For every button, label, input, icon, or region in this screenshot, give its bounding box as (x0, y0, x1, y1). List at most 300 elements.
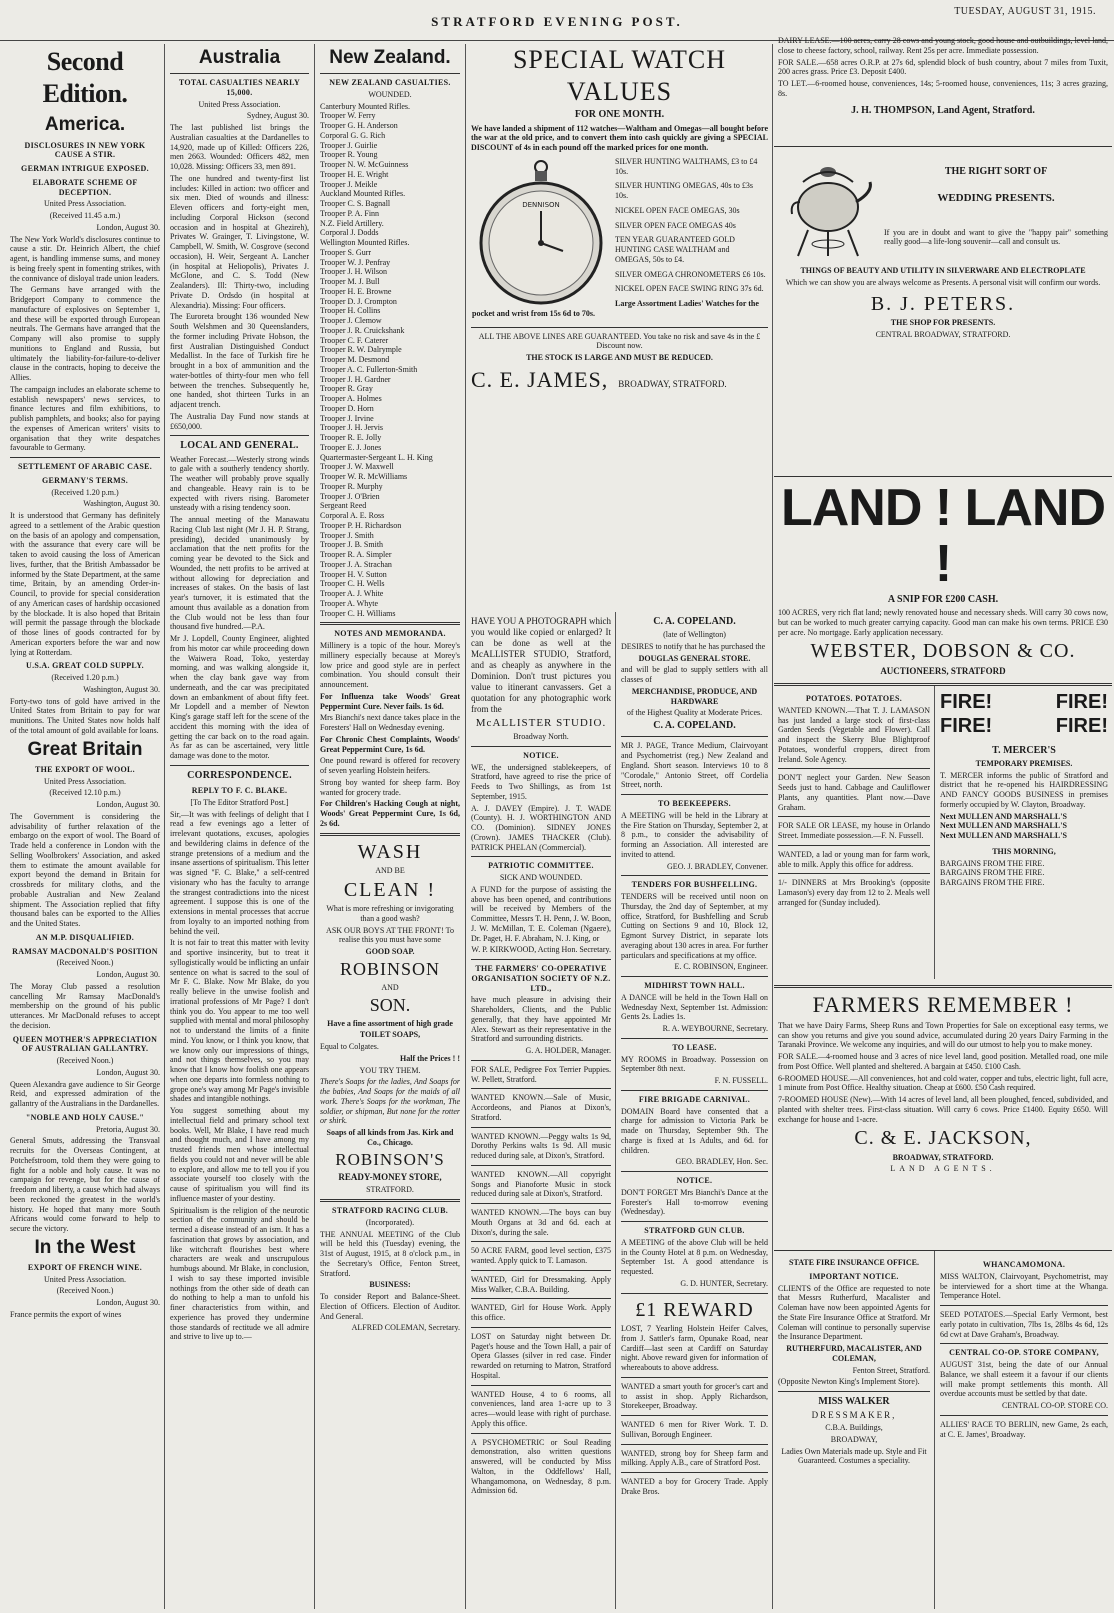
memo-text: For Influenza take Woods' Great Peppermint Cure. Never fails. 1s 6d. (320, 691, 460, 711)
classified-ad: A PSYCHOMETRIC or Soul Reading demonstration, also written questions answered, will be conducted by Miss Walton, in the Oddfellows' Hall, Whangamomona, on Wednesday, 8 p.m. Admission 6d. (471, 1437, 611, 1496)
ad-heading: CLEAN ! (343, 878, 437, 901)
credit: United Press Association. (198, 99, 281, 109)
list-item: Trooper R. E. Jolly (320, 433, 382, 443)
thompson-land-agent-ad (774, 34, 1112, 142)
jackson-farmers-ad (774, 990, 1112, 1250)
article-text: The New York World's disclosures continue to cause a stir. Dr. Heinrich Albert, the chief agent, is handling immense sums, and money is being freely spent in fomenting strikes, with the connivance of disloyal trade union leaders. (10, 234, 160, 283)
ad-heading: LAND ! LAND ! (780, 480, 1106, 593)
divider (774, 1250, 1112, 1252)
list-item: Trooper J. W. Maxwell (320, 462, 394, 472)
notice-text: AUGUST 31st, being the date of our Annual Balance, we shall esteem it a favour if our clients will make prompt settlements this month. All overdue accounts must be settled by that date. (940, 1360, 1108, 1399)
advertiser-address: BROADWAY, (830, 1434, 878, 1444)
ad-heading: THE RIGHT SORT OF (944, 166, 1048, 177)
ad-text: 7-ROOMED HOUSE (New).—With 14 acres of level land, all been ploughed, fenced, subdivided, and planted with shelter trees. First-class situation. Will carry 6 cows. Price £1400. Equity £650. Will exchange for house and 1-acre. (778, 1095, 1108, 1124)
headline: FIRE BRIGADE CARNIVAL. (638, 1094, 751, 1104)
divider (940, 1415, 1108, 1416)
ad-heading: ROBINSON'S (335, 1149, 445, 1169)
divider (471, 327, 768, 328)
whangamomona-ads (936, 1256, 1112, 1609)
dateline: Pretoria, August 30. (96, 1124, 160, 1134)
list-item: Trooper J. R. Cruickshank (320, 325, 405, 335)
list-item: Corporal G. G. Rich (320, 130, 386, 140)
headline: GERMAN INTRIGUE EXPOSED. (21, 164, 149, 174)
list-item: Trooper J. Irvine (320, 413, 374, 423)
classified-ad: WANTED, Girl for Dressmaking. Apply Miss Walker, C.B.A. Building. (471, 1274, 611, 1294)
ad-text: MR J. PAGE, Trance Medium, Clairvoyant and Psychometrist (reg.) New Zealand and England. Short season. Interviews 10 to 8 "Corodale," Antonio Street, off Cordelia Street, north. (621, 741, 768, 790)
notice-text: To consider Report and Balance-Sheet. Election of Officers. Election of Auditor. And General. (320, 1292, 460, 1321)
advertiser-name: McALLISTER STUDIO. (475, 716, 607, 729)
ad-heading: SON. (369, 994, 411, 1015)
advertiser-name: MISS WALKER (818, 1396, 890, 1407)
classified-ad: WANTED KNOWN.—The boys can buy Mouth Organs at 3d and 6d. each at Dixon's, during the sale. (471, 1208, 611, 1237)
classified-ad: 50 ACRE FARM, good level section, £375 wanted. Apply quick to T. Lamason. (471, 1246, 611, 1266)
divider (320, 833, 460, 836)
divider (774, 476, 1112, 478)
classified-ad: 1/- DINNERS at Mrs Brooking's (opposite Lamason's) every day from 12 to 2. Meals well arranged for (Sunday included). (778, 878, 930, 907)
notice-text: TENDERS will be received until noon on Thursday, the 2nd day of September, at my office, Stratford, for Bushfelling and Scrub Cutting on Sections 9 and 10, Block 12, Egmont Survey District, in separate lots averaging about 130 acres in area. For further particulars and specifications at my office. (621, 892, 768, 960)
list-item: SILVER HUNTING OMEGAS, 40s to £3s 10s. (615, 181, 753, 201)
divider (471, 1127, 611, 1128)
ad-heading: FIRE! (1055, 715, 1108, 738)
divider (621, 1415, 768, 1416)
list-item: Trooper J. H. Gardner (320, 374, 391, 384)
headline: IMPORTANT NOTICE. (809, 1271, 899, 1281)
ad-text: GOOD SOAP. (365, 947, 415, 957)
list-item: Large Assortment Ladies' Watches for the pocket and wrist from 15s 6d to 70s. (472, 299, 759, 318)
list-item: Trooper R. A. Simpler (320, 550, 392, 560)
new-zealand-heading: New Zealand. (329, 47, 451, 68)
ad-text: That we have Dairy Farms, Sheep Runs and Town Properties for Sale on exceptional easy terms, we can show you returns and give you sound advice, accumulated during 20 years Dairy Farming in the Taranaki Province. We welcome any inquiries, and will do our utmost to help you to make money. (778, 1020, 1108, 1050)
column-classifieds-left (467, 614, 615, 1609)
divider (170, 765, 309, 766)
subheading: SICK AND WOUNDED. (499, 873, 583, 883)
divider (774, 146, 1112, 148)
notice-text: DOMAIN Board have consented that a charge for admission to Victoria Park be made on Thursday, September 9th. The charge is fixed at 1s Adults, and 6d. for children. (621, 1106, 768, 1155)
divider (774, 683, 1112, 686)
headline: TO LEASE. (672, 1042, 717, 1052)
headline: QUEEN MOTHER'S APPRECIATION OF AUSTRALIAN GALLANTRY. (12, 1034, 158, 1054)
list-item: Trooper D. J. Crompton (320, 296, 397, 306)
advertiser-name: T. MERCER'S (992, 744, 1056, 756)
ad-text: ALL THE ABOVE LINES ARE GUARANTEED. You take no risk and save 4s in the £ Discount now. (478, 331, 761, 351)
subheading: (Incorporated). (365, 1217, 415, 1227)
credit: United Press Association. (44, 776, 126, 786)
list-item: Trooper H. E. Wright (320, 169, 389, 179)
list-item: Trooper M. Desmond (320, 355, 390, 365)
list-item: TEN YEAR GUARANTEED GOLD HUNTING CASE WALTHAM and OMEGAS, 50s to £4. (615, 235, 735, 264)
divider (471, 856, 611, 857)
classified-ad: WANTED, a lad or young man for farm work, able to milk. Apply this office for address. (778, 849, 930, 869)
received-time: (Received 12.10 p.m.) (49, 788, 121, 798)
ad-text: YOU TRY THEM. (359, 1065, 421, 1075)
ad-text: ASK OUR BOYS AT THE FRONT! To realise this you must have some (326, 925, 454, 945)
received-time: (Received 1.20 p.m.) (51, 487, 119, 497)
ad-heading: WASH (357, 840, 423, 863)
headline: CENTRAL CO-OP. STORE COMPANY, (949, 1348, 1099, 1358)
received-time: (Received Noon.) (56, 1286, 114, 1296)
headline: MIDHIRST TOWN HALL. (644, 981, 745, 991)
list-item: Trooper C. F. Caterer (320, 335, 389, 345)
list-item: Trooper J. A. Strachan (320, 559, 392, 569)
divider (170, 73, 309, 74)
ad-text: BARGAINS FROM THE FIRE. (940, 878, 1045, 888)
signature: RUTHERFURD, MACALISTER, AND COLEMAN, (786, 1344, 922, 1363)
list-item: NICKEL OPEN FACE OMEGAS, 30s (615, 205, 740, 215)
list-item: Trooper D. Horn (320, 403, 374, 413)
ad-heading: FARMERS REMEMBER ! (812, 992, 1074, 1017)
list-item: Trooper R. Young (320, 150, 378, 160)
advertiser-name: C. A. COPELAND. (653, 616, 736, 627)
column-rule (314, 44, 315, 1609)
headline: TO BEEKEEPERS. (658, 799, 731, 809)
list-item: Canterbury Mounted Rifles. (320, 101, 410, 111)
article-text: The Moray Club passed a resolution cancelling Mr Ramsay MacDonald's membership on the ground of his public utterances. Mr MacDonald refuses to accept the decision. (10, 981, 160, 1030)
list-item: Trooper J. Meikle (320, 179, 378, 189)
peters-wedding-presents-ad (774, 152, 1112, 472)
list-item: Trooper H. Collins (320, 306, 381, 316)
divider (320, 73, 460, 74)
signature: G. A. HOLDER, Manager. (525, 1046, 611, 1056)
divider (778, 816, 930, 817)
memo-text: Millinery is a topic of the hour. Morey's millinery especially because at Morey's low price and good style are in perfect combination. You should consult their announcement. (320, 641, 460, 690)
headline: TOTAL CASUALTIES NEARLY 15,000. (178, 78, 301, 97)
ad-text: Half the Prices ! ! (400, 1053, 460, 1063)
letter-text: You suggest something about my intellectual field and primary school text books. Well, Mr Blake, I have read much and thought much, and I have among my trusted friends men whose intellectual fields you could not and never will be able to explore, and allow me to tell you if you associate yourself too closely with the cause of spiritualism you will find its influence master of your destiny. (170, 1106, 309, 1203)
ad-heading: £1 REWARD (635, 1298, 754, 1321)
ad-text: Equal to Colgates. (320, 1042, 379, 1052)
ad-text: DOUGLAS GENERAL STORE. (638, 653, 751, 663)
headline: RAMSAY MACDONALD'S POSITION (12, 946, 158, 956)
divider (471, 746, 611, 747)
headline: STRATFORD GUN CLUB. (644, 1226, 745, 1236)
ad-heading: WEDDING PRESENTS. (937, 192, 1055, 205)
divider (471, 1241, 611, 1242)
article-text: The Euroreta brought 136 wounded New South Welshmen and 30 Queenslanders, the former including Private Hobson, the first Australian Distinguished Conduct Medallist. In the face of Turkish fire he brought in a box of ammunition and the water-bottles of thirty-four men who fell between the trenches. Subsequently he, one handed, shot thirteen Turks in an adjacent trench. (170, 312, 309, 410)
dateline: Washington, August 30. (83, 499, 160, 509)
signature: CENTRAL CO-OP. STORE CO. (1001, 1401, 1108, 1410)
ad-text: 100 ACRES, very rich flat land; newly renovated house and necessary sheds. Will carry 30 cows now, but can be worked to much greater carrying capacity. Good man can make his own terms. PRICE £30 per acre. No mortgage. Early application necessary. (778, 608, 1108, 637)
list-item: Trooper S. Gurr (320, 247, 372, 257)
article-text: Mr J. Lopdell, County Engineer, alighted from his motor car while proceeding down the Waiwera Road, Toko, yesterday morning, and was walking alongside it, when the clay bank gave way from underneath, and the car was precipitated down an embankment of about fifty feet. Mr Lopdell and a member of Newton King's garage staff left for the scene of the accident this morning with the idea of getting the car back on to the road again. As far as can be ascertained, very little damage was done to the motor. (170, 634, 309, 761)
ad-text: HAVE YOU A PHOTOGRAPH which you would like copied or enlarged? It can be done as well at the McALLISTER STUDIO, Stratford, and as cheaply as anywhere in the Dominion. Don't trust pictures you value to itinerant canvassers. Get a quotation for any photographic work from the (471, 616, 611, 714)
article-text: The annual meeting of the Manawatu Racing Club last night (Mr J. H. P. Strang, presiding), decided unanimously by acclamation that the nett profits for the coming year be devoted to the Sick and Wounded, the nett profits to be arrived at without allowing for depreciation and increases of stakes. On the basis of last year's turnover, it is estimated that the amount thus available as a donation from the Club would not be less than four thousand five hundred.—P.A. (170, 515, 309, 632)
ad-text: READY-MONEY STORE, (338, 1172, 442, 1183)
list-item: Trooper G. H. Anderson (320, 121, 398, 131)
list-item: Trooper A. Whyte (320, 598, 378, 608)
divider (10, 457, 160, 458)
ad-text: MERCHANDISE, PRODUCE, AND HARDWARE (631, 686, 758, 706)
divider (471, 1270, 611, 1271)
advertiser-name: B. J. PETERS. (870, 292, 1016, 315)
ad-text: DAIRY LEASE.—100 acres, carry 28 cows and young stock, good house and outbuildings, level land, close to cheese factory, school, railway. Rent 25s per acre. Immediate possession. (778, 36, 1108, 55)
webster-dobson-land-ad (774, 480, 1112, 680)
ad-text: TOILET SOAPS, (359, 1030, 421, 1040)
divider (471, 1203, 611, 1204)
column-rule (934, 685, 935, 979)
robinson-soap-ad (320, 840, 460, 1195)
headline: "NOBLE AND HOLY CAUSE." (25, 1112, 145, 1122)
divider (471, 959, 611, 960)
divider (621, 794, 768, 795)
divider (940, 1305, 1108, 1306)
ad-text: AUCTIONEERS, STRATFORD (880, 665, 1006, 676)
notice-text: MY ROOMS in Broadway. Possession on September 8th next. (621, 1054, 768, 1074)
ad-text: and will be glad to supply settlers with all classes of (621, 665, 768, 685)
list-item: Trooper J. Guirlie (320, 140, 378, 150)
received-time: (Received 11.45 a.m.) (49, 211, 121, 221)
headline: NEW ZEALAND CASUALTIES. (329, 78, 451, 88)
ad-text: AND (381, 982, 399, 992)
article-text: Weather Forecast.—Westerly strong winds to gale with a southerly tendency shortly. The weather will probably prove squally and changeable. Heavy rain is to be expected with rivers rising. Barometer unsteady with a rising tendency soon. (170, 454, 309, 513)
list-item: N.Z. Field Artillery. (320, 218, 384, 228)
watch-values-ad (467, 44, 772, 610)
headline: STRATFORD RACING CLUB. (331, 1206, 449, 1216)
article-text: The Germans have arranged with the Bridgeport Company to commence the manufacture of explosives on September 1, and these will be exported through European neutrals. The Germans have arranged that the Company will also promise to supply munitions to England and Russia, but ultimately the liability-for-failure-to-deliver clause in the contracts, hoping to deceive the Allies. (10, 285, 160, 383)
advertiser-address: BROADWAY, STRATFORD. (618, 378, 727, 389)
divider (471, 1385, 611, 1386)
divider (621, 1444, 768, 1445)
ad-subheading: TEMPORARY PREMISES. (975, 758, 1073, 768)
headline: NOTICE. (676, 1176, 713, 1186)
headline: TENDERS FOR BUSHFELLING. (631, 880, 758, 890)
credit: United Press Association. (44, 1274, 126, 1284)
divider (320, 1199, 460, 1202)
ad-text: DESIRES to notify that he has purchased the (621, 641, 766, 651)
divider (621, 1171, 768, 1172)
list-item: Trooper J. B. Smith (320, 540, 384, 550)
classified-ad: WANTED KNOWN.—Peggy walts 1s 9d, Dorothy Perkins walts 1s 9d. All music reduced during sale, at Dixon's, Stratford. (471, 1131, 611, 1161)
headline: NOTICE. (523, 750, 559, 760)
ad-text: Next MULLEN AND MARSHALL'S (940, 831, 1067, 841)
to-editor: [To The Editor Stratford Post.] (190, 797, 289, 807)
divider (471, 1433, 611, 1434)
newspaper-title: STRATFORD EVENING POST. (431, 14, 683, 29)
headline: EXPORT OF FRENCH WINE. (27, 1262, 143, 1272)
list-item: Trooper W. R. McWilliams (320, 472, 408, 482)
advertiser-address: CENTRAL BROADWAY, STRATFORD. (875, 329, 1011, 339)
signature: F. N. FUSSELL. (714, 1076, 768, 1086)
ad-subheading: A SNIP FOR £200 CASH. (887, 594, 999, 605)
fire-headline (940, 690, 1108, 714)
classified-ad: WANTED, Girl for House Work. Apply this office. (471, 1303, 611, 1323)
divider (471, 1298, 611, 1299)
notice-text: LOST, 7 Yearling Holstein Heifer Calves, from J. Sattler's farm, Opunake Road, near Cardiff—last seen at Cardiff on Saturday night. Above reward given for information of whereabouts to above address. (621, 1324, 768, 1373)
received-time: (Received Noon.) (56, 958, 114, 968)
memo-text: For Children's Hacking Cough at night, Woods' Great Peppermint Cure, 1s 6d, 2s 6d. (320, 799, 460, 828)
headline: LOCAL AND GENERAL. (180, 440, 299, 452)
ad-text: LAND AGENTS. (890, 1164, 996, 1174)
classified-ad: FOR SALE, Pedigree Fox Terrier Puppies. W. Pellett, Stratford. (471, 1064, 611, 1084)
ad-text: FOR SALE.—658 acres O.R.P. at 27s 6d, splendid block of bush country, about 7 miles from Tuxit, 200 acres grass. Price £3. Deposit £400. (778, 57, 1108, 77)
headline: POTATOES. POTATOES. (805, 694, 903, 703)
notice-text: A MEETING will be held in the Library at the Fire Station on Thursday, September 2, at 8 p.m., to consider the advisability of forming an Association. All interested are invited to attend. (621, 810, 768, 859)
headline: THE FARMERS' CO-OPERATIVE ORGANISATION SOCIETY OF N.Z. LTD., (471, 964, 611, 993)
classified-ad: WANTED a boy for Grocery Trade. Apply Drake Bros. (621, 1477, 768, 1496)
classified-ad: FOR SALE OR LEASE, my house in Orlando Street. Immediate possession.—F. N. Fussell. (778, 821, 930, 840)
headline: SETTLEMENT OF ARABIC CASE. (17, 462, 153, 472)
advertiser-address: (Opposite Newton King's Implement Store). (778, 1377, 920, 1387)
column-rule (934, 1250, 935, 1609)
great-britain-heading: Great Britain (27, 738, 143, 760)
classified-ad: WANTED House, 4 to 6 rooms, all conveniences, land area 1-acre up to 3 acres—would lease with right of purchase. Apply this office. (471, 1389, 611, 1428)
divider (621, 875, 768, 876)
divider (621, 1221, 768, 1222)
america-heading: America. (44, 114, 126, 136)
received-time: (Received Noon.) (56, 1056, 114, 1066)
issue-date: TUESDAY, AUGUST 31, 1915. (954, 6, 1096, 17)
ad-text: of the Highest Quality at Moderate Prices. (626, 708, 763, 718)
signature: W. P. KIRKWOOD, Acting Hon. Secretary. (471, 945, 611, 955)
classified-ad: ALLIES' RACE TO BERLIN, new Game, 2s each, at C. E. James', Broadway. (940, 1419, 1108, 1439)
divider (621, 1472, 768, 1473)
ad-text: Next MULLEN AND MARSHALL'S (940, 811, 1067, 821)
divider (471, 1088, 611, 1089)
list-item: SILVER OMEGA CHRONOMETERS £6 10s. (615, 269, 766, 279)
article-text: France permits the export of wines (10, 1309, 122, 1319)
ad-text: THE STOCK IS LARGE AND MUST BE REDUCED. (526, 353, 713, 363)
list-item: SILVER OPEN FACE OMEGAS 40s (615, 220, 736, 230)
list-item: Trooper J. Clemow (320, 316, 382, 326)
list-item: Trooper J. H. Jervis (320, 423, 384, 433)
list-item: Trooper R. Murphy (320, 481, 383, 491)
ad-text: THINGS OF BEAUTY AND UTILITY IN SILVERWARE AND ELECTROPLATE (800, 266, 1086, 275)
dateline: London, August 30. (96, 970, 160, 980)
list-item: Trooper R. W. Dalrymple (320, 345, 402, 355)
headline: WHANCAMOMONA. (982, 1260, 1066, 1269)
list-item: Trooper C. S. Bagnall (320, 199, 391, 209)
article-text: The last published list brings the Australian casualties at the Dardanelles to 14,920, made up of Killed: Officers 226, men 2663. Wounded: Officers 482, men 10,028. Missing: Officers 33, men 891. (170, 123, 309, 172)
list-item: Trooper M. J. Bull (320, 277, 380, 287)
list-item: Trooper H. V. Sutton (320, 569, 387, 579)
received-time: (Received 1.20 p.m.) (51, 673, 119, 683)
notice-text: A DANCE will be held in the Town Hall on Wednesday Next, September 1st. Admission: Gents 2s. Ladies 1s. (621, 992, 768, 1022)
ad-text: 6-ROOMED HOUSE.—All conveniences, hot and cold water, copper and tubs, electric light, full acre, 1 minute from Post Office. Healthy situation. Cheap at £600. £50 Cash required. (778, 1073, 1108, 1093)
subheading: WOUNDED. (368, 89, 412, 99)
lamason-ads (774, 690, 934, 982)
notice-text: CLIENTS of the Office are requested to note that Messrs Rutherfurd, Macalister and Coleman have now been appointed Agents for the State Fire Insurance Office at Stratford. Mr Coleman will continue to personally supervise the Insurance Department. (778, 1283, 930, 1342)
notice-text: THE ANNUAL MEETING of the Club will be held this (Tuesday) evening, the 31st of August, 1915, at 8 o'clock p.m., in the Secretary's Office, Fenton Street, Stratford. (320, 1229, 460, 1278)
column-australia (166, 44, 313, 1609)
advertiser-name: C. & E. JACKSON, (854, 1127, 1032, 1150)
list-item: Sergeant Reed (320, 501, 367, 511)
signature: R. A. WEYBOURNE, Secretary. (662, 1024, 768, 1034)
list-item: Trooper A. J. White (320, 589, 384, 599)
ad-heading: FIRE! (940, 691, 993, 713)
signature: G. D. HUNTER, Secretary. (680, 1278, 768, 1288)
column-rule (465, 44, 466, 1609)
list-item: Auckland Mounted Rifles. (320, 189, 406, 199)
letter-text: It is not fair to treat this matter with levity and sportive insincerity, but to treat it syllogistically would be inflicting an unfair sentence on what is sacred to the soul of Mr F. C. Blake. Now Mr Blake, do you really believe in the unwise foolish and irrational professions of Mr Page? I don't think you do. You appear to me too well supplied with mental and moral philosophy not to understand the limits of a finite mind. You know, or I think you know, that we know only our impressions of things, and not things themselves, so you may know that I know how foolish one appears when one departs into formless nothing to grope one's way among Mr Page's invisible shades and intangible nothings. (170, 938, 309, 1104)
headline: CORRESPONDENCE. (187, 769, 292, 781)
ad-text: There's Soaps for the ladies, And Soaps for the babies, And Soaps for the maids of all work. There's Soaps for the workman, The soldier, or shipman, But none for the rotter or shirk. (320, 1077, 460, 1126)
classified-ad: WANTED, strong boy for Sheep farm and milking. Apply A.B., care of Stratford Post. (621, 1448, 768, 1468)
divider (621, 736, 768, 737)
headline: NOTES AND MEMORANDA. (334, 629, 446, 639)
ad-text: STRATFORD. (366, 1185, 414, 1195)
headline: DISCLOSURES IN NEW YORK CAUSE A STIR. (24, 140, 146, 160)
ad-text: BARGAINS FROM THE FIRE. (940, 868, 1045, 878)
list-item: Trooper J. H. Wilson (320, 267, 388, 277)
headline: STATE FIRE INSURANCE OFFICE. (789, 1258, 919, 1267)
column-rule (164, 44, 165, 1609)
article-text: The Australia Day Fund now stands at £650,000. (170, 411, 309, 431)
list-item: Corporal J. Dodds (320, 228, 379, 238)
ad-text: THIS MORNING, (992, 846, 1056, 856)
dateline: London, August 30. (96, 1298, 160, 1308)
second-edition-heading: Second Edition. (42, 47, 128, 108)
classified-ad: WANTED a smart youth for grocer's cart and to assist in shop. Apply Richardson, Storekeeper, Broadway. (621, 1381, 768, 1411)
ad-text: T. MERCER informs the public of Stratford and district that he re-opened his HAIRDRESSING AND FANCY GOODS BUSINESS in premises formerly occupied by W. Clayton, Broadway. (940, 770, 1108, 809)
notice-text: A FUND for the purpose of assisting the above has been opened, and contributions will be received by Members of the Committee, Messrs T. H. Penn, J. W. Boon, J. W. McMillan, T. E. Coleman (Ngaere), Dr. Paget, H. F. Abraham, N. J. King, or (471, 884, 611, 943)
dateline: London, August 30. (96, 222, 160, 232)
headline: ELABORATE SCHEME OF DECEPTION. (32, 177, 138, 197)
ad-heading: SPECIAL WATCH VALUES (512, 45, 727, 106)
silver-kettle-icon (778, 152, 878, 262)
list-item: Trooper J. Smith (320, 530, 374, 540)
ad-text: Next MULLEN AND MARSHALL'S (940, 821, 1067, 831)
divider (471, 1327, 611, 1328)
ad-text: We have landed a shipment of 112 watches—Waltham and Omegas—all bought before the war at the old price, and to convert them into cash quickly are giving a SPECIAL DISCOUNT of 4s in each pound off the marked prices for one month. (471, 123, 768, 153)
divider (778, 873, 930, 874)
divider (621, 1090, 768, 1091)
ad-text: What is more refreshing or invigorating than a good wash? (326, 904, 454, 923)
notice-text: A. J. DAVEY (Empire). J. T. WADE (County). H. J. WORTHINGTON AND CO. (Dominion). SIDNEY JONES (Crown). JAMES THACKER (Club). PATRICK PHELAN (Commercial). (471, 803, 611, 852)
list-item: Trooper J. O'Brien (320, 491, 380, 501)
ad-subheading: FOR ONE MONTH. (574, 109, 665, 121)
ad-text (778, 679, 1108, 680)
signature: GEO. J. BRADLEY, Convener. (667, 861, 768, 871)
notice-text: A MEETING of the above Club will be held in the County Hotel at 8 p.m. on Wednesday, September 1st. A good attendance is requested. (621, 1237, 768, 1277)
watch-dial-label: DENNISON (522, 200, 560, 209)
memo-text: For Chronic Chest Complaints, Woods' Great Peppermint Cure, 1s 6d. (320, 734, 460, 754)
signature: E. C. ROBINSON, Engineer. (674, 962, 768, 972)
classified-ad: WANTED KNOWN.—Sale of Music, Accordeons, and Pianos at Dixon's, Stratford. (471, 1093, 611, 1122)
classified-ad: MISS WALTON, Clairvoyant, Psychometrist, may be interviewed for a short time at the Whanga. Temperance Hotel. (940, 1271, 1108, 1301)
classified-ad: WANTED 6 men for River Work. T. D. Sullivan, Borough Engineer. (621, 1420, 768, 1439)
classified-ad: SEED POTATOES.—Special Early Vermont, best early potato in cultivation, 7lbs 1s, 28lbs 4s 6d, 12s 6d cwt at Dave Graham's, Broadway. (940, 1310, 1108, 1339)
advertiser-address: Broadway North. (513, 732, 569, 742)
pocket-watch-icon (471, 155, 611, 305)
fire-headline (940, 714, 1108, 738)
dateline: London, August 30. (96, 1067, 160, 1077)
letter-text: Sir,—It was with feelings of delight that I read a few evenings ago a letter of irrelevant quotations, excuses, apologies and bewildering claims in defence of the strange pretensions of a medium and the insane assertions of spiritualism. This letter was signed "F. C. Blake," a self-centred visionary who has the faculty to arrange the strangest contradictions into the nicest agreement. I suppose this is one of the extensions in mental processes that accrue from loyalty to an imported nothing from behind the veil. (170, 809, 309, 936)
advertiser-name: C. E. JAMES, (471, 366, 609, 392)
advertiser-address: C.B.A. Buildings, (825, 1423, 883, 1433)
classified-ad: LOST on Saturday night between Dr. Paget's house and the Town Hall, a pair of Opera Glasses (silver in red case. Finder rewarded on returning to Matron, Stratford Hospital. (471, 1331, 611, 1380)
divider (471, 1060, 611, 1061)
advertiser-address: Fenton Street, Stratford. (852, 1365, 930, 1375)
divider (774, 985, 1112, 988)
article-text: The Government is considering the advisability of further relaxation of the embargo on the export of wool. The Board of Trade held a conference in London with the Selling Woolbrokers' Association, and asked them to estimate the amount available for export beyond the demand in Britain for crossbreds for military cloths, and the probable Australian and New Zealand shipment. The Association replied that fifty thousand bales can be exported to the Allies and the United States. (10, 811, 160, 929)
list-item: Trooper A. Holmes (320, 394, 382, 404)
list-item: Trooper P. A. Finn (320, 208, 380, 218)
divider (621, 1293, 768, 1294)
headline: AN M.P. DISQUALIFIED. (35, 932, 135, 942)
headline: GERMANY'S TERMS. (42, 475, 128, 485)
article-text: General Smuts, addressing the Transvaal recruits for the Overseas Contingent, at Potchefstroom, told them they were going to fight for a noble and holy cause. It was no campaign for revenge, but for the cause of freedom and liberty, a cause which had always been reckoned the greatest in the world's history. He hoped that many more South Africans would come forward to help to secure the victory. (10, 1136, 160, 1234)
headline: U.S.A. GREAT COLD SUPPLY. (26, 661, 144, 671)
ad-text: THE SHOP FOR PRESENTS. (890, 317, 996, 327)
dateline: London, August 30. (96, 800, 160, 810)
list-item: Wellington Mounted Rifles. (320, 238, 410, 248)
advertiser-name: WEBSTER, DOBSON & CO. (810, 640, 1076, 663)
article-text: Forty-two tons of gold have arrived in the United States from Britain to pay for war munitions. The United States now holds half of the total amount of gold available for loans. (10, 696, 160, 735)
notice-text: DON'T FORGET Mrs Bianchi's Dance at the Forester's Hall to-morrow evening (Wednesday). (621, 1187, 768, 1217)
state-fire-insurance-ad (774, 1256, 934, 1609)
list-item: Trooper C. H. Wells (320, 579, 385, 589)
classified-ad: WANTED KNOWN.—That T. J. LAMASON has just landed a large stock of first-class Garden Seeds (Vegetable and Flower). Call and inspect the Skerry Blue Blightproof Potatoes, wonderful croppers, direct from Ireland. Sole Agency. (778, 705, 930, 764)
signature: GEO. BRADLEY, Hon. Sec. (675, 1157, 768, 1167)
